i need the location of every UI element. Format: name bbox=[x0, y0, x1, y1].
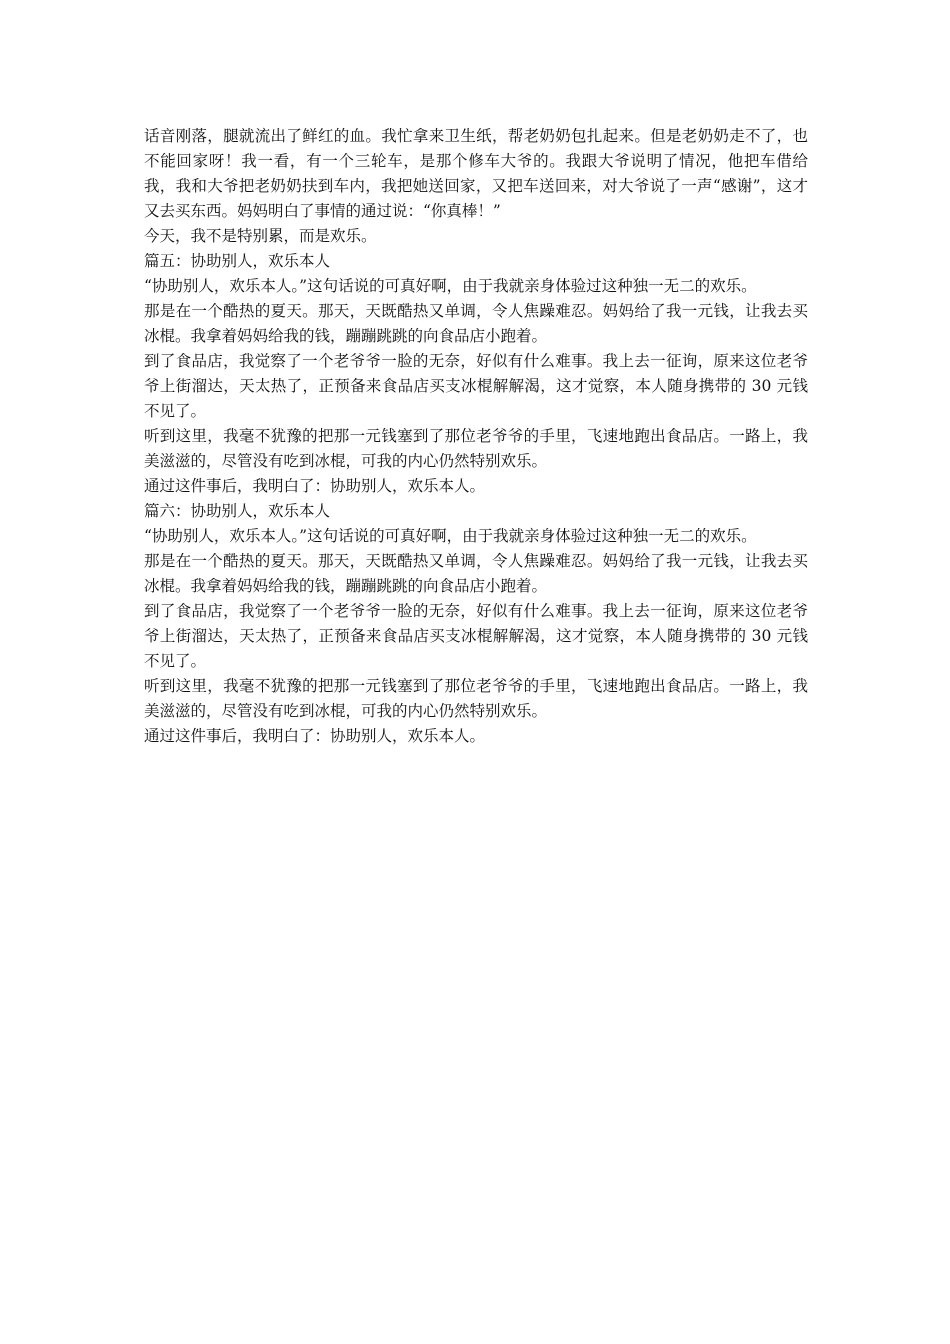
paragraph-1: 话音刚落，腿就流出了鲜红的血。我忙拿来卫生纸，帮老奶奶包扎起来。但是老奶奶走不了，也不能回家呀！我一看，有一个三轮车，是那个修车大爷的。我跟大爷说明了情况，他把车借给我，我和大爷把老奶奶扶到车内，我把她送回家，又把车送回来，对大爷说了一声“感谢”，这才又去买东西。妈妈明白了事情的通过说：“你真棒！” bbox=[144, 127, 808, 220]
paragraph-11: 听到这里，我毫不犹豫的把那一元钱塞到了那位老爷爷的手里，飞速地跑出食品店。一路上，我美滋滋的，尽管没有吃到冰棍，可我的内心仍然特别欢乐。 bbox=[144, 677, 808, 720]
paragraph-9: 那是在一个酷热的夏天。那天，天既酷热又单调，令人焦躁难忍。妈妈给了我一元钱，让我去买冰棍。我拿着妈妈给我的钱，蹦蹦跳跳的向食品店小跑着。 bbox=[144, 552, 808, 595]
paragraph-6: 听到这里，我毫不犹豫的把那一元钱塞到了那位老爷爷的手里，飞速地跑出食品店。一路上，我美滋滋的，尽管没有吃到冰棍，可我的内心仍然特别欢乐。 bbox=[144, 427, 808, 470]
paragraph-10: 到了食品店，我觉察了一个老爷爷一脸的无奈，好似有什么难事。我上去一征询，原来这位老爷爷上街溜达，天太热了，正预备来食品店买支冰棍解解渴，这才觉察，本人随身携带的 30 元钱不见了。 bbox=[144, 602, 808, 670]
section-heading-6: 篇六：协助别人，欢乐本人 bbox=[144, 502, 331, 520]
paragraph-3: “协助别人，欢乐本人。”这句话说的可真好啊，由于我就亲身体验过这种独一无二的欢乐。 bbox=[144, 277, 757, 295]
paragraph-2: 今天，我不是特别累，而是欢乐。 bbox=[144, 227, 377, 245]
document-body bbox=[144, 124, 808, 749]
paragraph-8: “协助别人，欢乐本人。”这句话说的可真好啊，由于我就亲身体验过这种独一无二的欢乐。 bbox=[144, 527, 757, 545]
paragraph-12: 通过这件事后，我明白了：协助别人，欢乐本人。 bbox=[144, 727, 486, 745]
section-heading-5: 篇五：协助别人，欢乐本人 bbox=[144, 252, 331, 270]
paragraph-7: 通过这件事后，我明白了：协助别人，欢乐本人。 bbox=[144, 477, 486, 495]
paragraph-4: 那是在一个酷热的夏天。那天，天既酷热又单调，令人焦躁难忍。妈妈给了我一元钱，让我去买冰棍。我拿着妈妈给我的钱，蹦蹦跳跳的向食品店小跑着。 bbox=[144, 302, 808, 345]
paragraph-5: 到了食品店，我觉察了一个老爷爷一脸的无奈，好似有什么难事。我上去一征询，原来这位老爷爷上街溜达，天太热了，正预备来食品店买支冰棍解解渴，这才觉察，本人随身携带的 30 元钱不见了。 bbox=[144, 352, 808, 420]
